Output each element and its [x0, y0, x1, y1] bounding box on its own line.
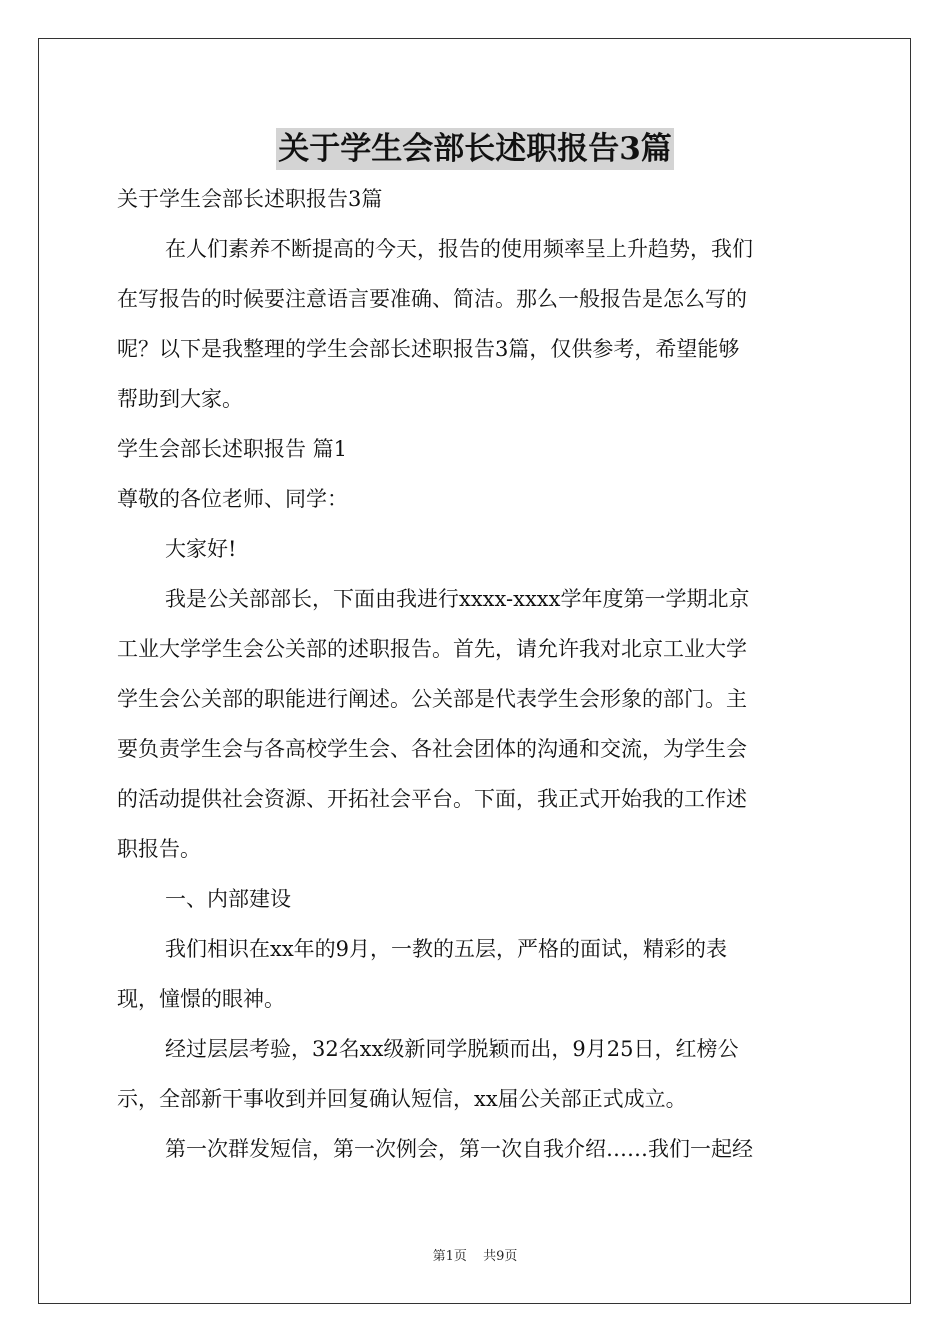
paragraph-line: 现，憧憬的眼神。: [117, 987, 285, 1011]
paragraph-line: 在人们素养不断提高的今天，报告的使用频率呈上升趋势，我们: [165, 237, 753, 261]
page-footer: [0, 1248, 950, 1266]
subsection-heading: 一、内部建设: [165, 887, 291, 911]
paragraph-line: 要负责学生会与各高校学生会、各社会团体的沟通和交流，为学生会: [117, 737, 747, 761]
paragraph-line: 我们相识在xx年的9月，一教的五层，严格的面试，精彩的表: [165, 937, 728, 961]
paragraph-line: 我是公关部部长，下面由我进行xxxx-xxxx学年度第一学期北京: [165, 587, 750, 611]
paragraph-line: 学生会公关部的职能进行阐述。公关部是代表学生会形象的部门。主: [117, 687, 747, 711]
page-border: [38, 38, 911, 1304]
paragraph-line: 职报告。: [117, 837, 201, 861]
salutation: 尊敬的各位老师、同学：: [117, 487, 348, 511]
paragraph-line: 帮助到大家。: [117, 387, 243, 411]
section-heading: 学生会部长述职报告 篇1: [117, 437, 348, 461]
paragraph-line: 呢？以下是我整理的学生会部长述职报告3篇，仅供参考，希望能够: [117, 337, 740, 361]
page-number: 第1页: [432, 1249, 467, 1264]
title-container: [0, 128, 950, 170]
paragraph-line: 工业大学学生会公关部的述职报告。首先，请允许我对北京工业大学: [117, 637, 747, 661]
paragraph-line: 在写报告的时候要注意语言要准确、简洁。那么一般报告是怎么写的: [117, 287, 747, 311]
page-total: 共9页: [483, 1249, 518, 1264]
paragraph-line: 的活动提供社会资源、开拓社会平台。下面，我正式开始我的工作述: [117, 787, 747, 811]
document-title: 关于学生会部长述职报告3篇: [276, 128, 674, 170]
greeting: 大家好!: [165, 537, 237, 561]
paragraph-line: 第一次群发短信，第一次例会，第一次自我介绍……我们一起经: [165, 1137, 753, 1161]
paragraph-line: 经过层层考验，32名xx级新同学脱颖而出，9月25日，红榜公: [165, 1037, 739, 1061]
paragraph-line: 示，全部新干事收到并回复确认短信，xx届公关部正式成立。: [117, 1087, 687, 1111]
subtitle-line: 关于学生会部长述职报告3篇: [117, 187, 383, 211]
